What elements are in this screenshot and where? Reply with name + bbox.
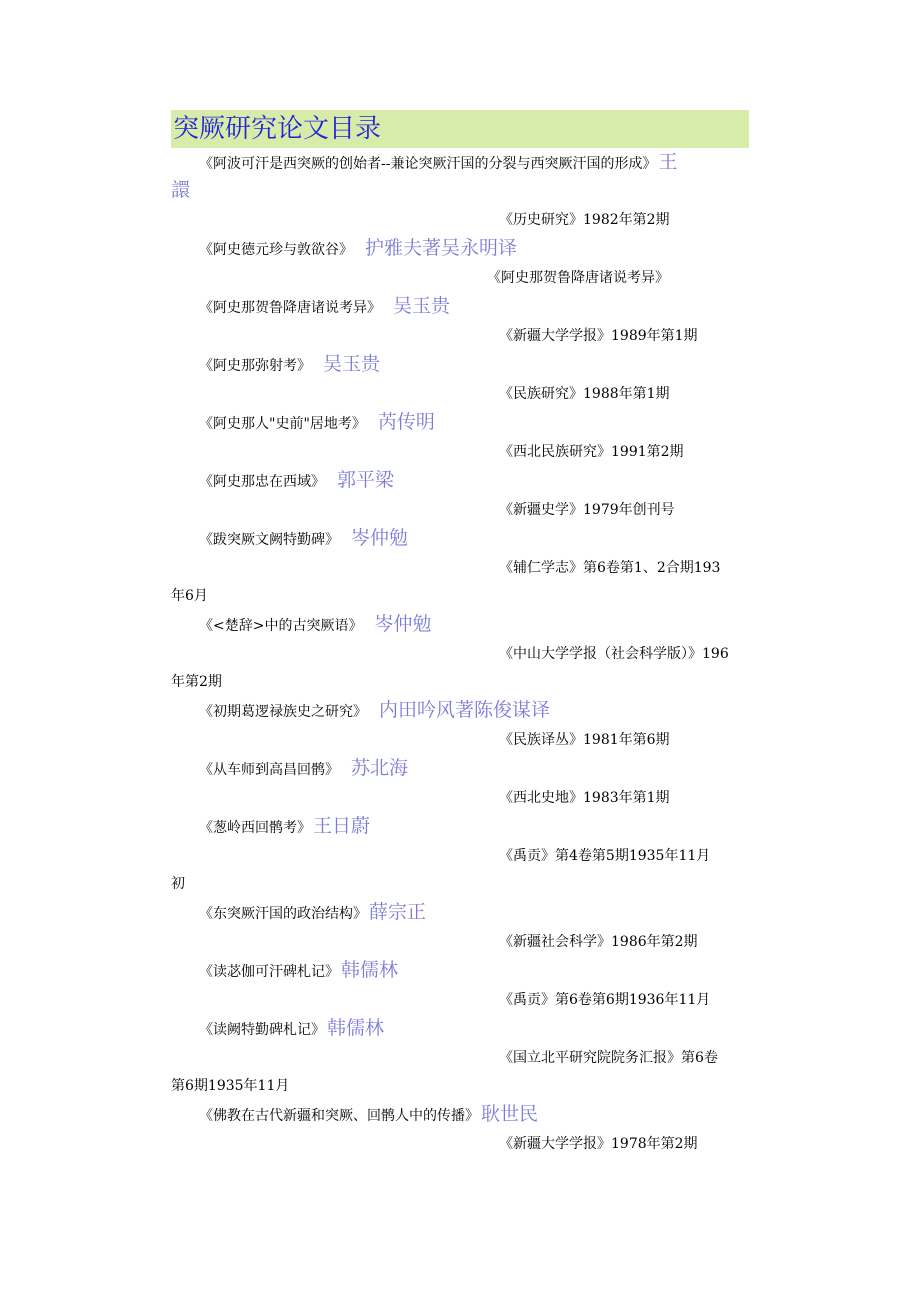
entry-source: 《新疆史学》1979年创刊号: [499, 502, 675, 518]
entry-title-line: [199, 238, 517, 260]
entry-title-line: [199, 470, 394, 492]
source-continuation: 初: [171, 876, 185, 892]
source-continuation: 年第2期: [171, 674, 222, 690]
author: 吴玉贵: [323, 353, 381, 375]
entry-source: 《新疆大学学报》1989年第1期: [499, 328, 698, 344]
author: 薛宗正: [369, 901, 427, 923]
paper-title: 《阿波可汗是西突厥的创始者--兼论突厥汗国的分裂与西突厥汗国的形成》: [199, 156, 657, 172]
entry-title-line: [199, 412, 435, 434]
paper-title: 《阿史那人"史前"居地考》: [199, 416, 366, 432]
entry-title-line: [199, 960, 398, 982]
source-continuation: 第6期1935年11月: [171, 1078, 290, 1094]
entry-title-line: [199, 902, 426, 924]
entry-source: 《辅仁学志》第6卷第1、2合期193: [499, 560, 721, 576]
author: 吴玉贵: [393, 295, 451, 317]
author: 芮传明: [377, 411, 435, 433]
author: 韩儒林: [327, 1017, 385, 1039]
paper-title: 《葱岭西回鹘考》: [199, 820, 311, 836]
paper-title: 《阿史那贺鲁降唐诸说考异》: [199, 300, 381, 316]
author: 韩儒林: [341, 959, 399, 981]
entry-title-line: [199, 614, 431, 636]
author: 护雅夫著吴永明译: [365, 237, 518, 259]
author-continuation: 譞: [171, 179, 191, 201]
author: 王: [658, 151, 678, 173]
paper-title: 《初期葛逻禄族史之研究》: [199, 704, 367, 720]
paper-title: 《从车师到高昌回鹘》: [199, 762, 339, 778]
entry-title-line: [199, 354, 380, 376]
author: 郭平梁: [337, 469, 395, 491]
entry-title-line: [199, 528, 408, 550]
entry-title-line: [199, 758, 408, 780]
author: 苏北海: [351, 757, 409, 779]
entry-source: 《阿史那贺鲁降唐诸说考异》: [487, 270, 669, 286]
entry-title-line: [199, 296, 450, 318]
entry-title-line: [199, 1018, 384, 1040]
paper-title: 《佛教在古代新疆和突厥、回鹘人中的传播》: [199, 1108, 479, 1124]
entry-source: 《中山大学学报（社会科学版）》196: [499, 646, 729, 662]
document-page: [171, 110, 749, 1270]
entry-title-line: [199, 816, 370, 838]
paper-title: 《阿史那忠在西域》: [199, 474, 325, 490]
paper-title: 《跋突厥文阙特勤碑》: [199, 532, 339, 548]
entry-title-line: [199, 1104, 538, 1126]
paper-title: 《阿史德元珍与敦欲谷》: [199, 242, 353, 258]
entry-source: 《新疆大学学报》1978年第2期: [499, 1136, 698, 1152]
paper-title: 《阿史那弥射考》: [199, 358, 311, 374]
entry-source: 《禹贡》第6卷第6期1936年11月: [499, 992, 711, 1008]
entry-source: 《新疆社会科学》1986年第2期: [499, 934, 698, 950]
author: 岑仲勉: [374, 613, 432, 635]
paper-title: 《读阙特勤碑札记》: [199, 1022, 325, 1038]
author: 内田吟风著陈俊谋译: [379, 699, 551, 721]
entry-source: 《西北史地》1983年第1期: [499, 790, 670, 806]
entry-source: 《禹贡》第4卷第5期1935年11月: [499, 848, 711, 864]
author: 岑仲勉: [351, 527, 409, 549]
entry-source: 《西北民族研究》1991第2期: [499, 444, 684, 460]
author: 王日蔚: [313, 815, 371, 837]
entry-title-line: [199, 152, 677, 174]
entry-source: 《民族研究》1988年第1期: [499, 386, 670, 402]
entry-source: 《国立北平研究院院务汇报》第6卷: [499, 1050, 718, 1066]
paper-title: 《东突厥汗国的政治结构》: [199, 906, 367, 922]
entry-source: 《民族译丛》1981年第6期: [499, 732, 670, 748]
entry-source: 《历史研究》1982年第2期: [499, 212, 670, 228]
paper-title: 《<楚辞>中的古突厥语》: [199, 618, 363, 634]
source-continuation: 年6月: [171, 588, 208, 604]
author: 耿世民: [481, 1103, 539, 1125]
page-title: 突厥研究论文目录: [171, 110, 749, 148]
entry-title-line: [199, 700, 550, 722]
paper-title: 《读苾伽可汗碑札记》: [199, 964, 339, 980]
